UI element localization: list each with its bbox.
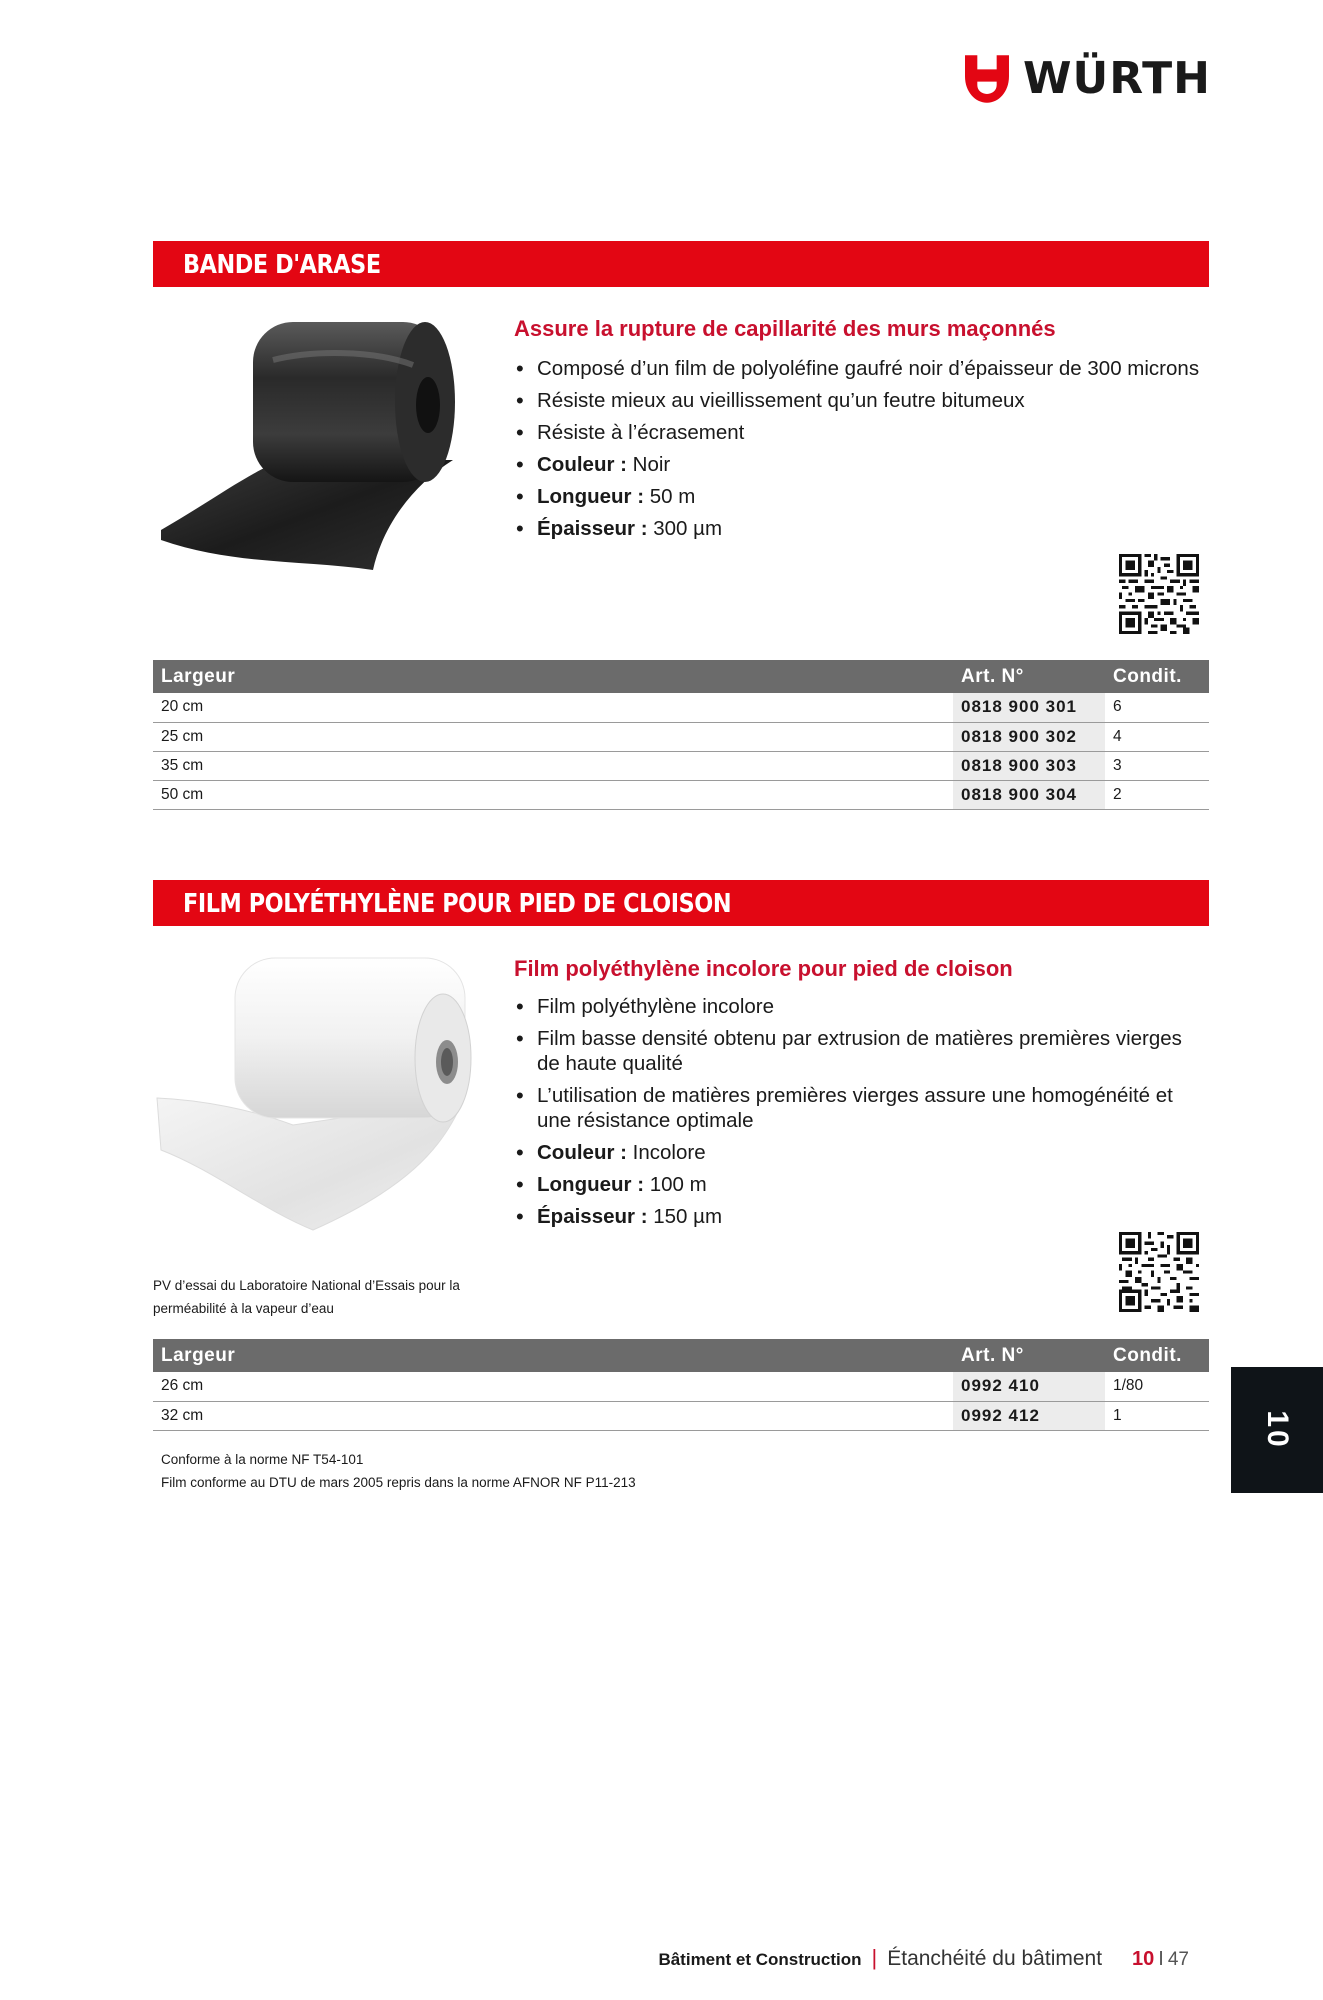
column-header-article: Art. N° (953, 660, 1105, 693)
feature-item: • Épaisseur : 150 µm (514, 1204, 1204, 1229)
feature-item: • Film basse densité obtenu par extrusion de matières premières vierges de haute qualité (514, 1026, 1204, 1076)
footer-chapter: 10 (1132, 1948, 1155, 1970)
width-cell: 25 cm (153, 722, 953, 751)
table-row (153, 1401, 1209, 1430)
packaging-cell: 1/80 (1105, 1372, 1209, 1401)
section-subtitle: Assure la rupture de capillarité des murs maçonnés (514, 316, 1056, 341)
note-line: Conforme à la norme NF T54-101 (161, 1452, 364, 1467)
note-line: PV d’essai du Laboratoire National d’Essais pour la (153, 1278, 460, 1293)
footer-separator: | (871, 1945, 878, 1970)
column-header-width: Largeur (153, 1339, 953, 1372)
packaging-cell: 1 (1105, 1401, 1209, 1430)
article-number-cell: 0818 900 301 (953, 693, 1105, 722)
feature-item: • Longueur : 100 m (514, 1172, 1204, 1197)
feature-item: • Épaisseur : 300 µm (514, 516, 1204, 541)
feature-item: • Résiste à l’écrasement (514, 420, 1204, 445)
packaging-cell: 4 (1105, 722, 1209, 751)
table-row (153, 780, 1209, 809)
chapter-number: 10 (1261, 1410, 1294, 1450)
column-header-article: Art. N° (953, 1339, 1105, 1372)
column-header-packaging: Condit. (1105, 1339, 1209, 1372)
packaging-cell: 3 (1105, 751, 1209, 780)
note-line: Film conforme au DTU de mars 2005 repris dans la norme AFNOR NF P11-213 (161, 1475, 636, 1490)
section-title: FILM POLYÉTHYLÈNE POUR PIED DE CLOISON (183, 889, 732, 919)
feature-item: • Résiste mieux au vieillissement qu’un feutre bitumeux (514, 388, 1204, 413)
feature-item: • Couleur : Incolore (514, 1140, 1204, 1165)
width-cell: 26 cm (153, 1372, 953, 1401)
white-roll-image (153, 950, 493, 1250)
article-number-cell: 0992 410 (953, 1372, 1105, 1401)
packaging-cell: 2 (1105, 780, 1209, 809)
qr-code-icon[interactable] (1119, 1232, 1199, 1312)
feature-item: • Film polyéthylène incolore (514, 994, 1204, 1019)
chapter-tab[interactable] (1231, 1367, 1323, 1493)
black-roll-image (153, 310, 493, 610)
wurth-logo-mark-icon (965, 52, 1009, 106)
footer-section: Bâtiment et Construction (658, 1950, 862, 1969)
packaging-cell: 6 (1105, 693, 1209, 722)
note-line: perméabilité à la vapeur d’eau (153, 1301, 334, 1316)
width-cell: 50 cm (153, 780, 953, 809)
table-row (153, 1372, 1209, 1401)
feature-item: • L’utilisation de matières premières vierges assure une homogénéité et une résistance optimale (514, 1083, 1204, 1133)
table-row (153, 693, 1209, 722)
table-header-row (153, 660, 1209, 693)
page-footer (658, 1945, 1189, 1971)
column-header-width: Largeur (153, 660, 953, 693)
footer-category: Étanchéité du bâtiment (887, 1947, 1103, 1970)
feature-item: • Couleur : Noir (514, 452, 1204, 477)
width-cell: 35 cm (153, 751, 953, 780)
feature-item: • Composé d’un film de polyoléfine gaufré noir d’épaisseur de 300 microns (514, 356, 1204, 381)
footer-page-separator: I (1158, 1948, 1164, 1970)
feature-list (514, 356, 1204, 548)
footer-page-number: 47 (1167, 1949, 1189, 1970)
article-number-cell: 0992 412 (953, 1401, 1105, 1430)
section-title: BANDE D'ARASE (183, 250, 381, 280)
table-row (153, 722, 1209, 751)
article-number-cell: 0818 900 302 (953, 722, 1105, 751)
section-subtitle: Film polyéthylène incolore pour pied de cloison (514, 956, 1013, 981)
section-heading-band (153, 880, 1209, 926)
test-report-note (153, 1274, 460, 1320)
feature-list (514, 994, 1204, 1236)
product-table (153, 1339, 1209, 1431)
article-number-cell: 0818 900 304 (953, 780, 1105, 809)
qr-code-icon[interactable] (1119, 554, 1199, 634)
article-number-cell: 0818 900 303 (953, 751, 1105, 780)
feature-item: • Longueur : 50 m (514, 484, 1204, 509)
table-row (153, 751, 1209, 780)
column-header-packaging: Condit. (1105, 660, 1209, 693)
wurth-logo (965, 52, 1211, 106)
table-header-row (153, 1339, 1209, 1372)
standards-note (161, 1448, 636, 1494)
width-cell: 20 cm (153, 693, 953, 722)
section-heading-band (153, 241, 1209, 287)
width-cell: 32 cm (153, 1401, 953, 1430)
brand-name: WÜRTH (1022, 53, 1211, 104)
product-table (153, 660, 1209, 810)
